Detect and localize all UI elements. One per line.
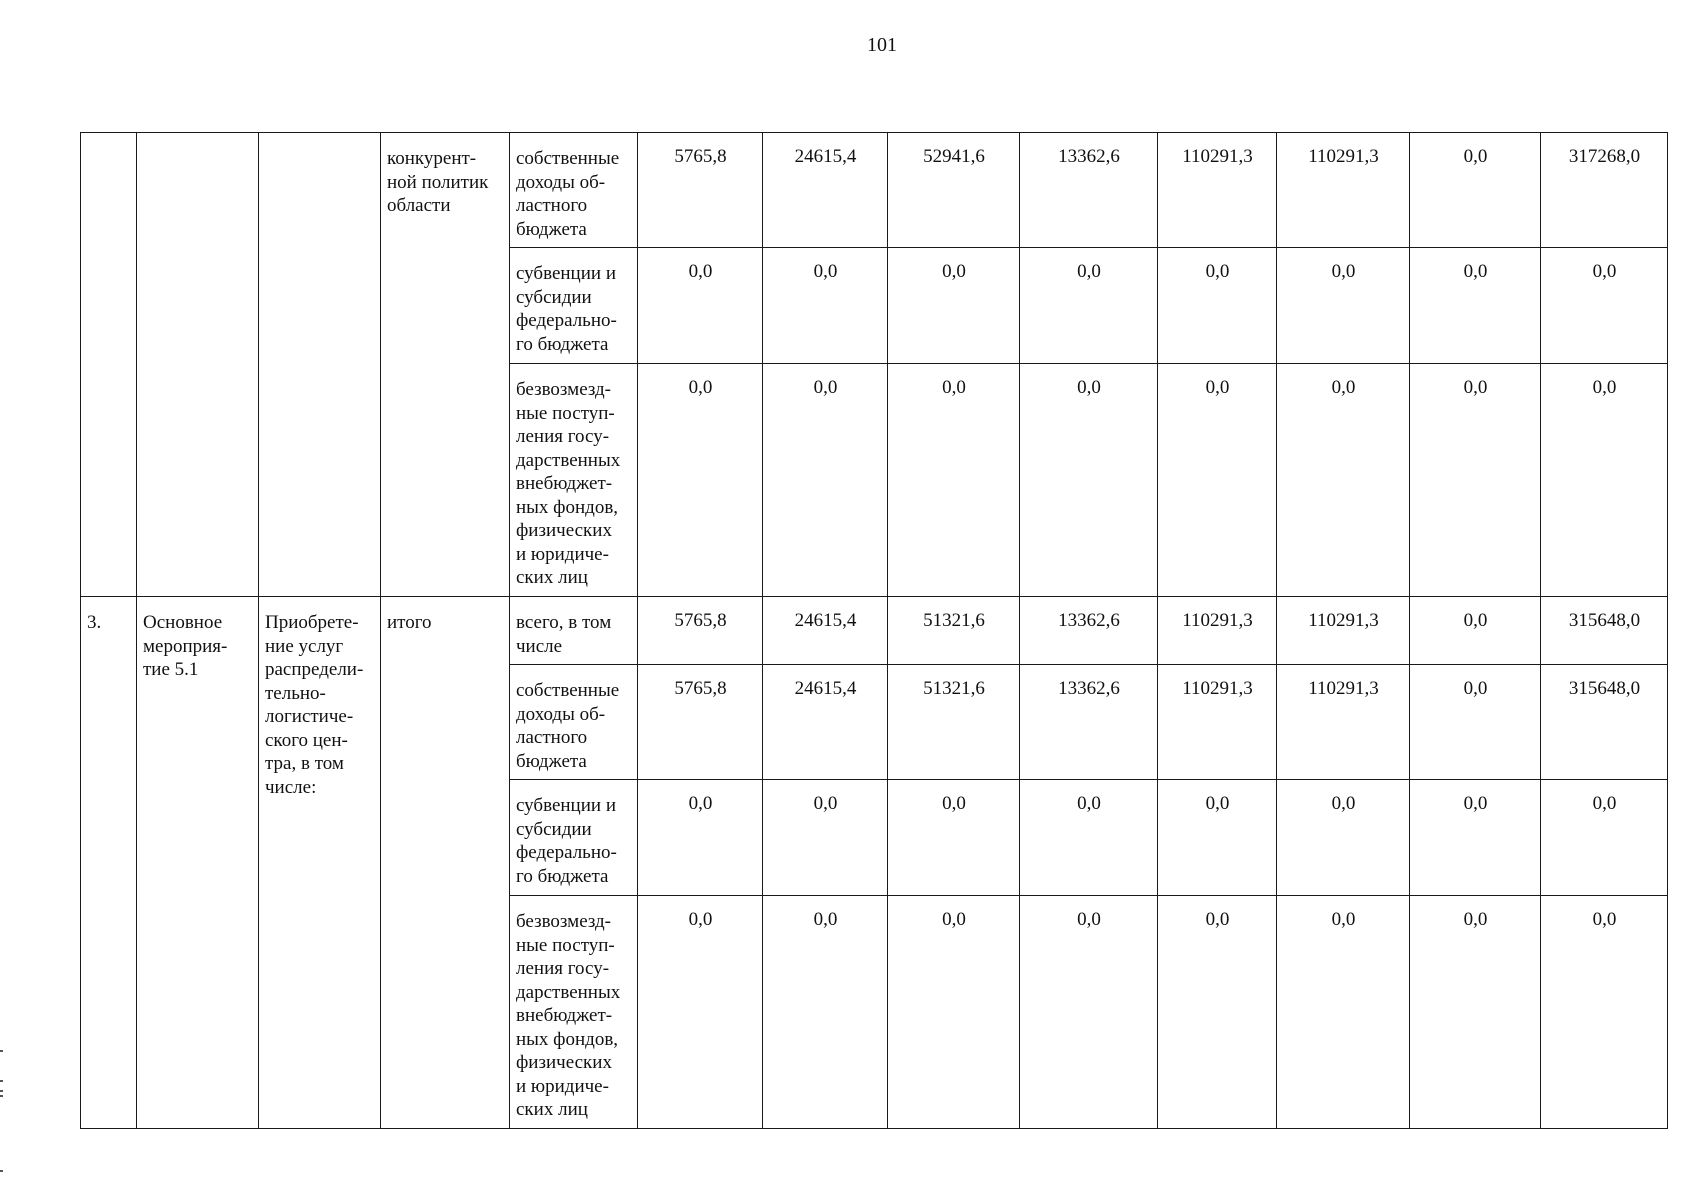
funding-source-cell: субвенции и субсидии федерально- го бюджета bbox=[510, 248, 638, 364]
value-cell: 0,0 bbox=[888, 364, 1020, 597]
value-cell: 24615,4 bbox=[763, 133, 888, 248]
value-cell: 0,0 bbox=[1158, 896, 1277, 1129]
value-cell: 0,0 bbox=[1410, 364, 1541, 597]
value-cell: 0,0 bbox=[1277, 364, 1410, 597]
value-cell: 0,0 bbox=[638, 780, 763, 896]
value-cell: 0,0 bbox=[1541, 364, 1668, 597]
value-cell: 0,0 bbox=[1410, 248, 1541, 364]
program-name-cell: Приобрете- ние услуг распредели- тельно- логистиче- ского цен- тра, в том числе: bbox=[259, 597, 381, 1129]
value-cell: 24615,4 bbox=[763, 597, 888, 665]
value-cell: 5765,8 bbox=[638, 665, 763, 780]
program-name-cell bbox=[259, 133, 381, 597]
value-cell: 24615,4 bbox=[763, 665, 888, 780]
value-cell: 0,0 bbox=[638, 896, 763, 1129]
value-cell: 0,0 bbox=[1541, 780, 1668, 896]
value-cell: 0,0 bbox=[763, 364, 888, 597]
funding-source-cell: собственные доходы об- ластного бюджета bbox=[510, 665, 638, 780]
scan-edge-marks bbox=[0, 1050, 4, 1180]
value-cell: 0,0 bbox=[888, 248, 1020, 364]
value-cell: 0,0 bbox=[1541, 896, 1668, 1129]
value-cell: 13362,6 bbox=[1020, 133, 1158, 248]
value-cell: 0,0 bbox=[763, 896, 888, 1129]
value-cell: 52941,6 bbox=[888, 133, 1020, 248]
funding-source-cell: собственные доходы об- ластного бюджета bbox=[510, 133, 638, 248]
page-number: 101 bbox=[867, 34, 897, 56]
value-cell: 0,0 bbox=[638, 364, 763, 597]
value-cell: 110291,3 bbox=[1158, 133, 1277, 248]
value-cell: 315648,0 bbox=[1541, 597, 1668, 665]
value-cell: 0,0 bbox=[888, 780, 1020, 896]
funding-source-cell: всего, в том числе bbox=[510, 597, 638, 665]
value-cell: 0,0 bbox=[1410, 133, 1541, 248]
value-cell: 0,0 bbox=[1020, 896, 1158, 1129]
value-cell: 317268,0 bbox=[1541, 133, 1668, 248]
value-cell: 0,0 bbox=[1020, 364, 1158, 597]
value-cell: 13362,6 bbox=[1020, 597, 1158, 665]
funding-source-cell: безвозмезд- ные поступ- ления госу- дарственных внебюджет- ных фондов, физических и юридиче- ских лиц bbox=[510, 364, 638, 597]
value-cell: 0,0 bbox=[1277, 248, 1410, 364]
number-cell: 3. bbox=[81, 597, 137, 1129]
executor-cell: итого bbox=[381, 597, 510, 1129]
funding-source-cell: безвозмезд- ные поступ- ления госу- дарственных внебюджет- ных фондов, физических и юридиче- ских лиц bbox=[510, 896, 638, 1129]
value-cell: 0,0 bbox=[763, 248, 888, 364]
value-cell: 0,0 bbox=[1410, 665, 1541, 780]
table-row bbox=[81, 133, 1668, 248]
value-cell: 0,0 bbox=[1410, 780, 1541, 896]
value-cell: 0,0 bbox=[1277, 780, 1410, 896]
status-cell: Основное мероприя- тие 5.1 bbox=[137, 597, 259, 1129]
value-cell: 5765,8 bbox=[638, 133, 763, 248]
value-cell: 0,0 bbox=[1020, 780, 1158, 896]
budget-table bbox=[80, 132, 1668, 1129]
value-cell: 0,0 bbox=[1158, 364, 1277, 597]
funding-source-cell: субвенции и субсидии федерально- го бюджета bbox=[510, 780, 638, 896]
value-cell: 0,0 bbox=[1410, 597, 1541, 665]
value-cell: 5765,8 bbox=[638, 597, 763, 665]
executor-cell: конкурент- ной политик области bbox=[381, 133, 510, 597]
table-body bbox=[81, 133, 1668, 1129]
value-cell: 0,0 bbox=[1541, 248, 1668, 364]
value-cell: 13362,6 bbox=[1020, 665, 1158, 780]
value-cell: 0,0 bbox=[1158, 780, 1277, 896]
number-cell bbox=[81, 133, 137, 597]
value-cell: 0,0 bbox=[1410, 896, 1541, 1129]
value-cell: 110291,3 bbox=[1277, 665, 1410, 780]
value-cell: 0,0 bbox=[763, 780, 888, 896]
value-cell: 0,0 bbox=[1158, 248, 1277, 364]
value-cell: 110291,3 bbox=[1158, 665, 1277, 780]
table-row bbox=[81, 597, 1668, 665]
value-cell: 0,0 bbox=[888, 896, 1020, 1129]
value-cell: 110291,3 bbox=[1158, 597, 1277, 665]
value-cell: 110291,3 bbox=[1277, 597, 1410, 665]
value-cell: 110291,3 bbox=[1277, 133, 1410, 248]
value-cell: 51321,6 bbox=[888, 665, 1020, 780]
value-cell: 315648,0 bbox=[1541, 665, 1668, 780]
status-cell bbox=[137, 133, 259, 597]
value-cell: 0,0 bbox=[1020, 248, 1158, 364]
value-cell: 51321,6 bbox=[888, 597, 1020, 665]
value-cell: 0,0 bbox=[638, 248, 763, 364]
value-cell: 0,0 bbox=[1277, 896, 1410, 1129]
